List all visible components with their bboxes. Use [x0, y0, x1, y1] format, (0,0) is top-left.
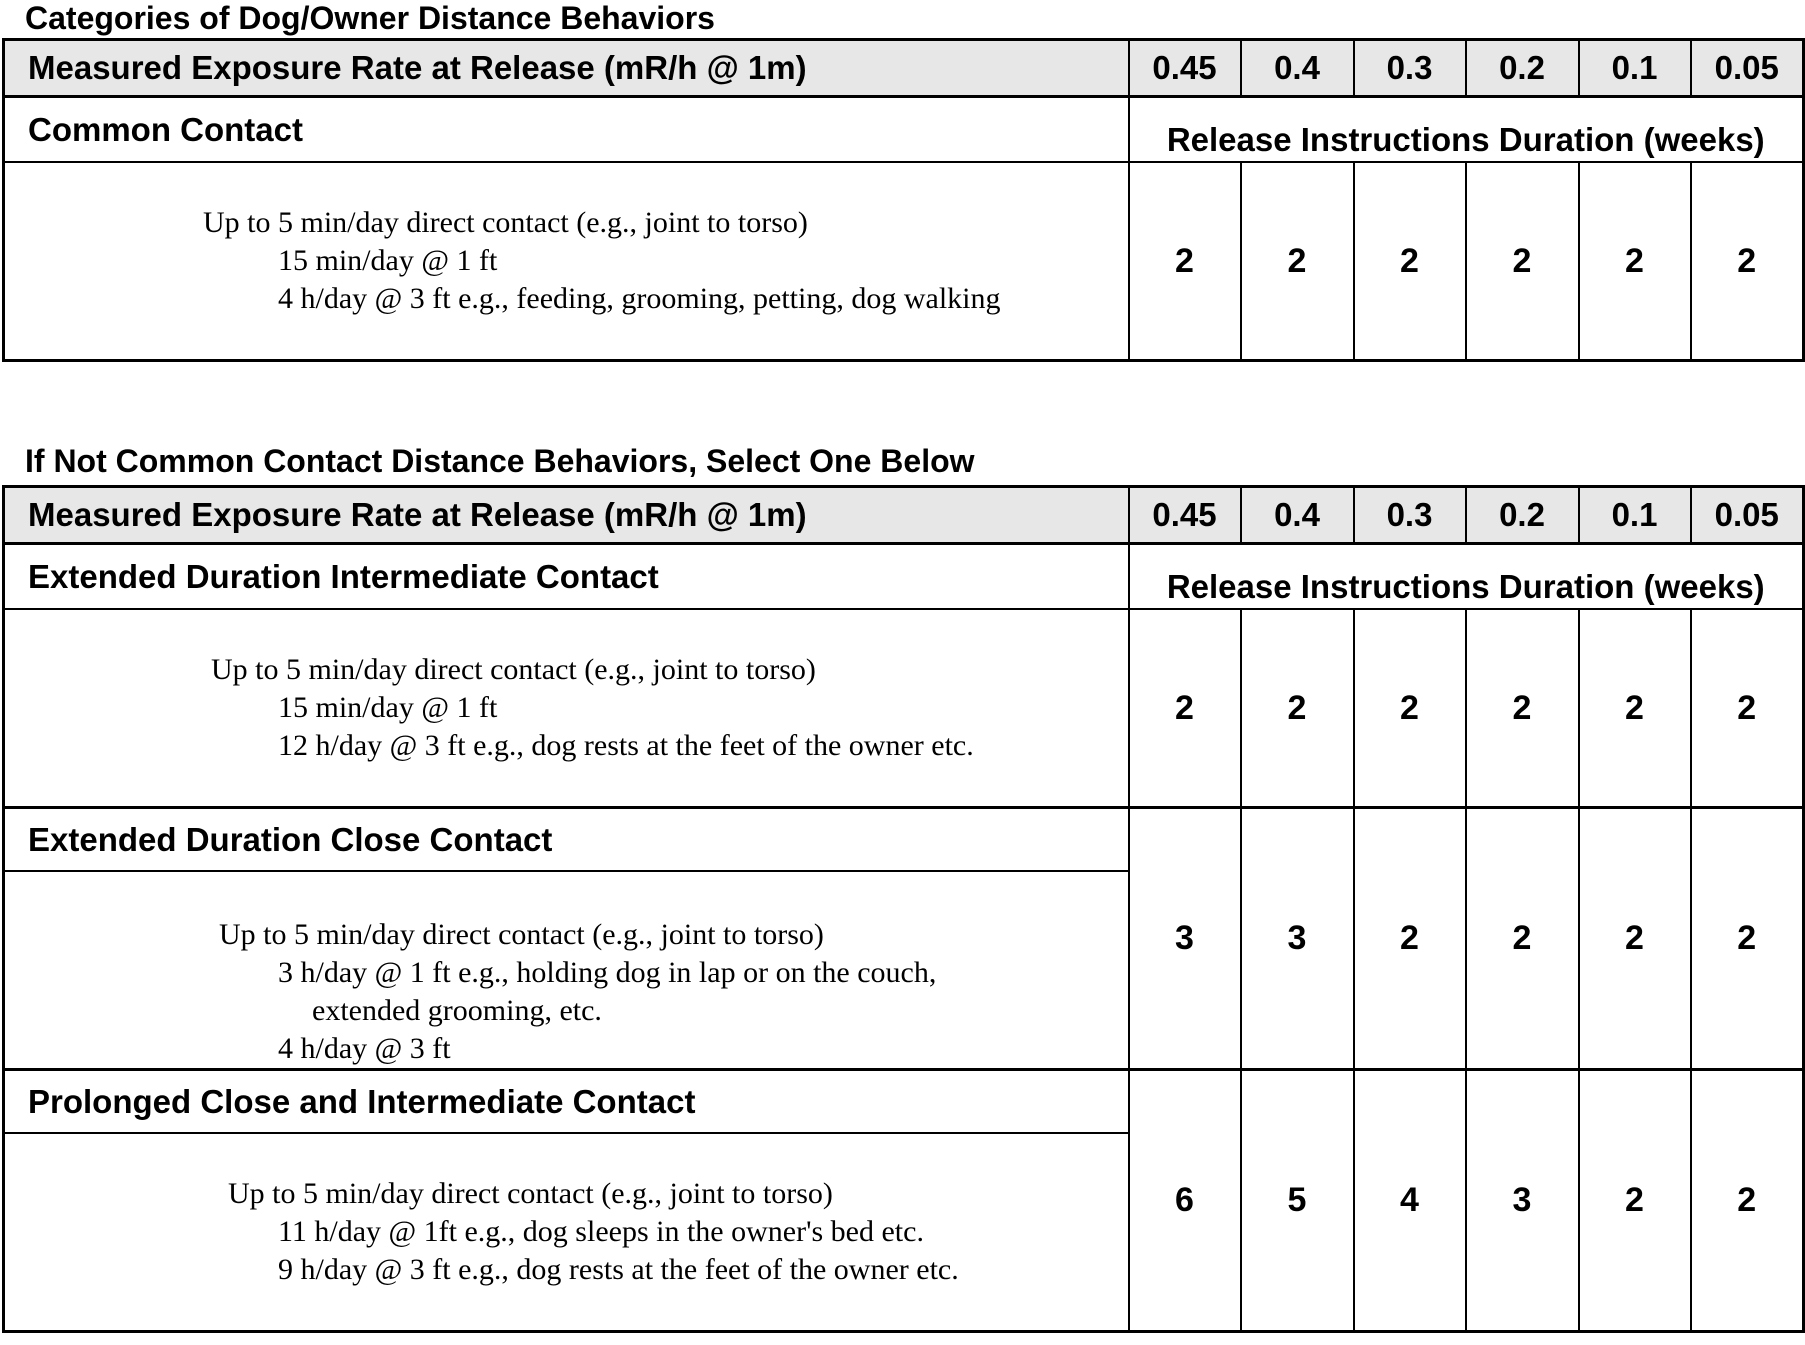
section-title-not-common: If Not Common Contact Distance Behaviors, Select One Below [25, 443, 975, 479]
description-line: 15 min/day @ 1 ft [278, 691, 498, 724]
rate-cell: 0.05 [1691, 487, 1804, 544]
rate-cell: 0.3 [1354, 487, 1466, 544]
category-name: Extended Duration Intermediate Contact [4, 544, 1129, 610]
duration-value: 2 [1691, 162, 1804, 361]
duration-value: 3 [1241, 808, 1354, 1070]
description-line: extended grooming, etc. [312, 994, 602, 1027]
description-line: 3 h/day @ 1 ft e.g., holding dog in lap or on the couch, [278, 956, 937, 989]
duration-label: Release Instructions Duration (weeks) [1129, 544, 1804, 610]
duration-value: 2 [1466, 808, 1579, 1070]
rate-cell: 0.4 [1241, 40, 1354, 97]
other-contact-table [2, 485, 1805, 1333]
behavior-description [4, 871, 1129, 1070]
header-label: Measured Exposure Rate at Release (mR/h @ 1m) [4, 487, 1129, 544]
description-line: 9 h/day @ 3 ft e.g., dog rests at the feet of the owner etc. [278, 1253, 959, 1286]
duration-value: 2 [1466, 162, 1579, 361]
duration-value: 2 [1129, 609, 1241, 808]
duration-value: 2 [1579, 1070, 1691, 1332]
duration-value: 6 [1129, 1070, 1241, 1332]
duration-label: Release Instructions Duration (weeks) [1129, 97, 1804, 163]
description-row [4, 609, 1804, 808]
duration-value: 2 [1354, 609, 1466, 808]
duration-value: 2 [1466, 609, 1579, 808]
rate-cell: 0.2 [1466, 40, 1579, 97]
category-row [4, 544, 1804, 610]
description-line: Up to 5 min/day direct contact (e.g., joint to torso) [219, 918, 824, 951]
description-line: Up to 5 min/day direct contact (e.g., joint to torso) [228, 1177, 833, 1210]
description-line: 15 min/day @ 1 ft [278, 244, 498, 277]
duration-value: 2 [1579, 162, 1691, 361]
behavior-description [4, 1133, 1129, 1332]
duration-value: 2 [1354, 162, 1466, 361]
section-title-common: Categories of Dog/Owner Distance Behaviors [25, 0, 715, 36]
category-name: Extended Duration Close Contact [4, 808, 1129, 872]
duration-value: 2 [1129, 162, 1241, 361]
duration-value: 3 [1466, 1070, 1579, 1332]
duration-value: 3 [1129, 808, 1241, 1070]
description-line: 11 h/day @ 1ft e.g., dog sleeps in the owner's bed etc. [278, 1215, 924, 1248]
header-label: Measured Exposure Rate at Release (mR/h @ 1m) [4, 40, 1129, 97]
duration-value: 2 [1691, 808, 1804, 1070]
description-line: Up to 5 min/day direct contact (e.g., joint to torso) [203, 206, 808, 239]
description-line: Up to 5 min/day direct contact (e.g., joint to torso) [211, 653, 816, 686]
rate-cell: 0.2 [1466, 487, 1579, 544]
duration-value: 2 [1354, 808, 1466, 1070]
duration-value: 5 [1241, 1070, 1354, 1332]
behavior-description [4, 162, 1129, 361]
header-row [4, 40, 1804, 97]
duration-value: 2 [1579, 808, 1691, 1070]
description-row [4, 162, 1804, 361]
duration-value: 2 [1241, 609, 1354, 808]
rate-cell: 0.05 [1691, 40, 1804, 97]
description-line: 4 h/day @ 3 ft e.g., feeding, grooming, petting, dog walking [278, 282, 1001, 315]
duration-value: 4 [1354, 1070, 1466, 1332]
description-line: 4 h/day @ 3 ft [278, 1032, 451, 1065]
category-name: Prolonged Close and Intermediate Contact [4, 1070, 1129, 1134]
rate-cell: 0.1 [1579, 487, 1691, 544]
rate-cell: 0.4 [1241, 487, 1354, 544]
duration-value: 2 [1691, 609, 1804, 808]
category-name: Common Contact [4, 97, 1129, 163]
duration-value: 2 [1579, 609, 1691, 808]
rate-cell: 0.45 [1129, 40, 1241, 97]
common-contact-table [2, 38, 1805, 362]
description-line: 12 h/day @ 3 ft e.g., dog rests at the feet of the owner etc. [278, 729, 974, 762]
rate-cell: 0.45 [1129, 487, 1241, 544]
rate-cell: 0.3 [1354, 40, 1466, 97]
duration-value: 2 [1241, 162, 1354, 361]
duration-value: 2 [1691, 1070, 1804, 1332]
rate-cell: 0.1 [1579, 40, 1691, 97]
category-row [4, 808, 1804, 872]
category-row [4, 97, 1804, 163]
behavior-description [4, 609, 1129, 808]
header-row [4, 487, 1804, 544]
category-row [4, 1070, 1804, 1134]
